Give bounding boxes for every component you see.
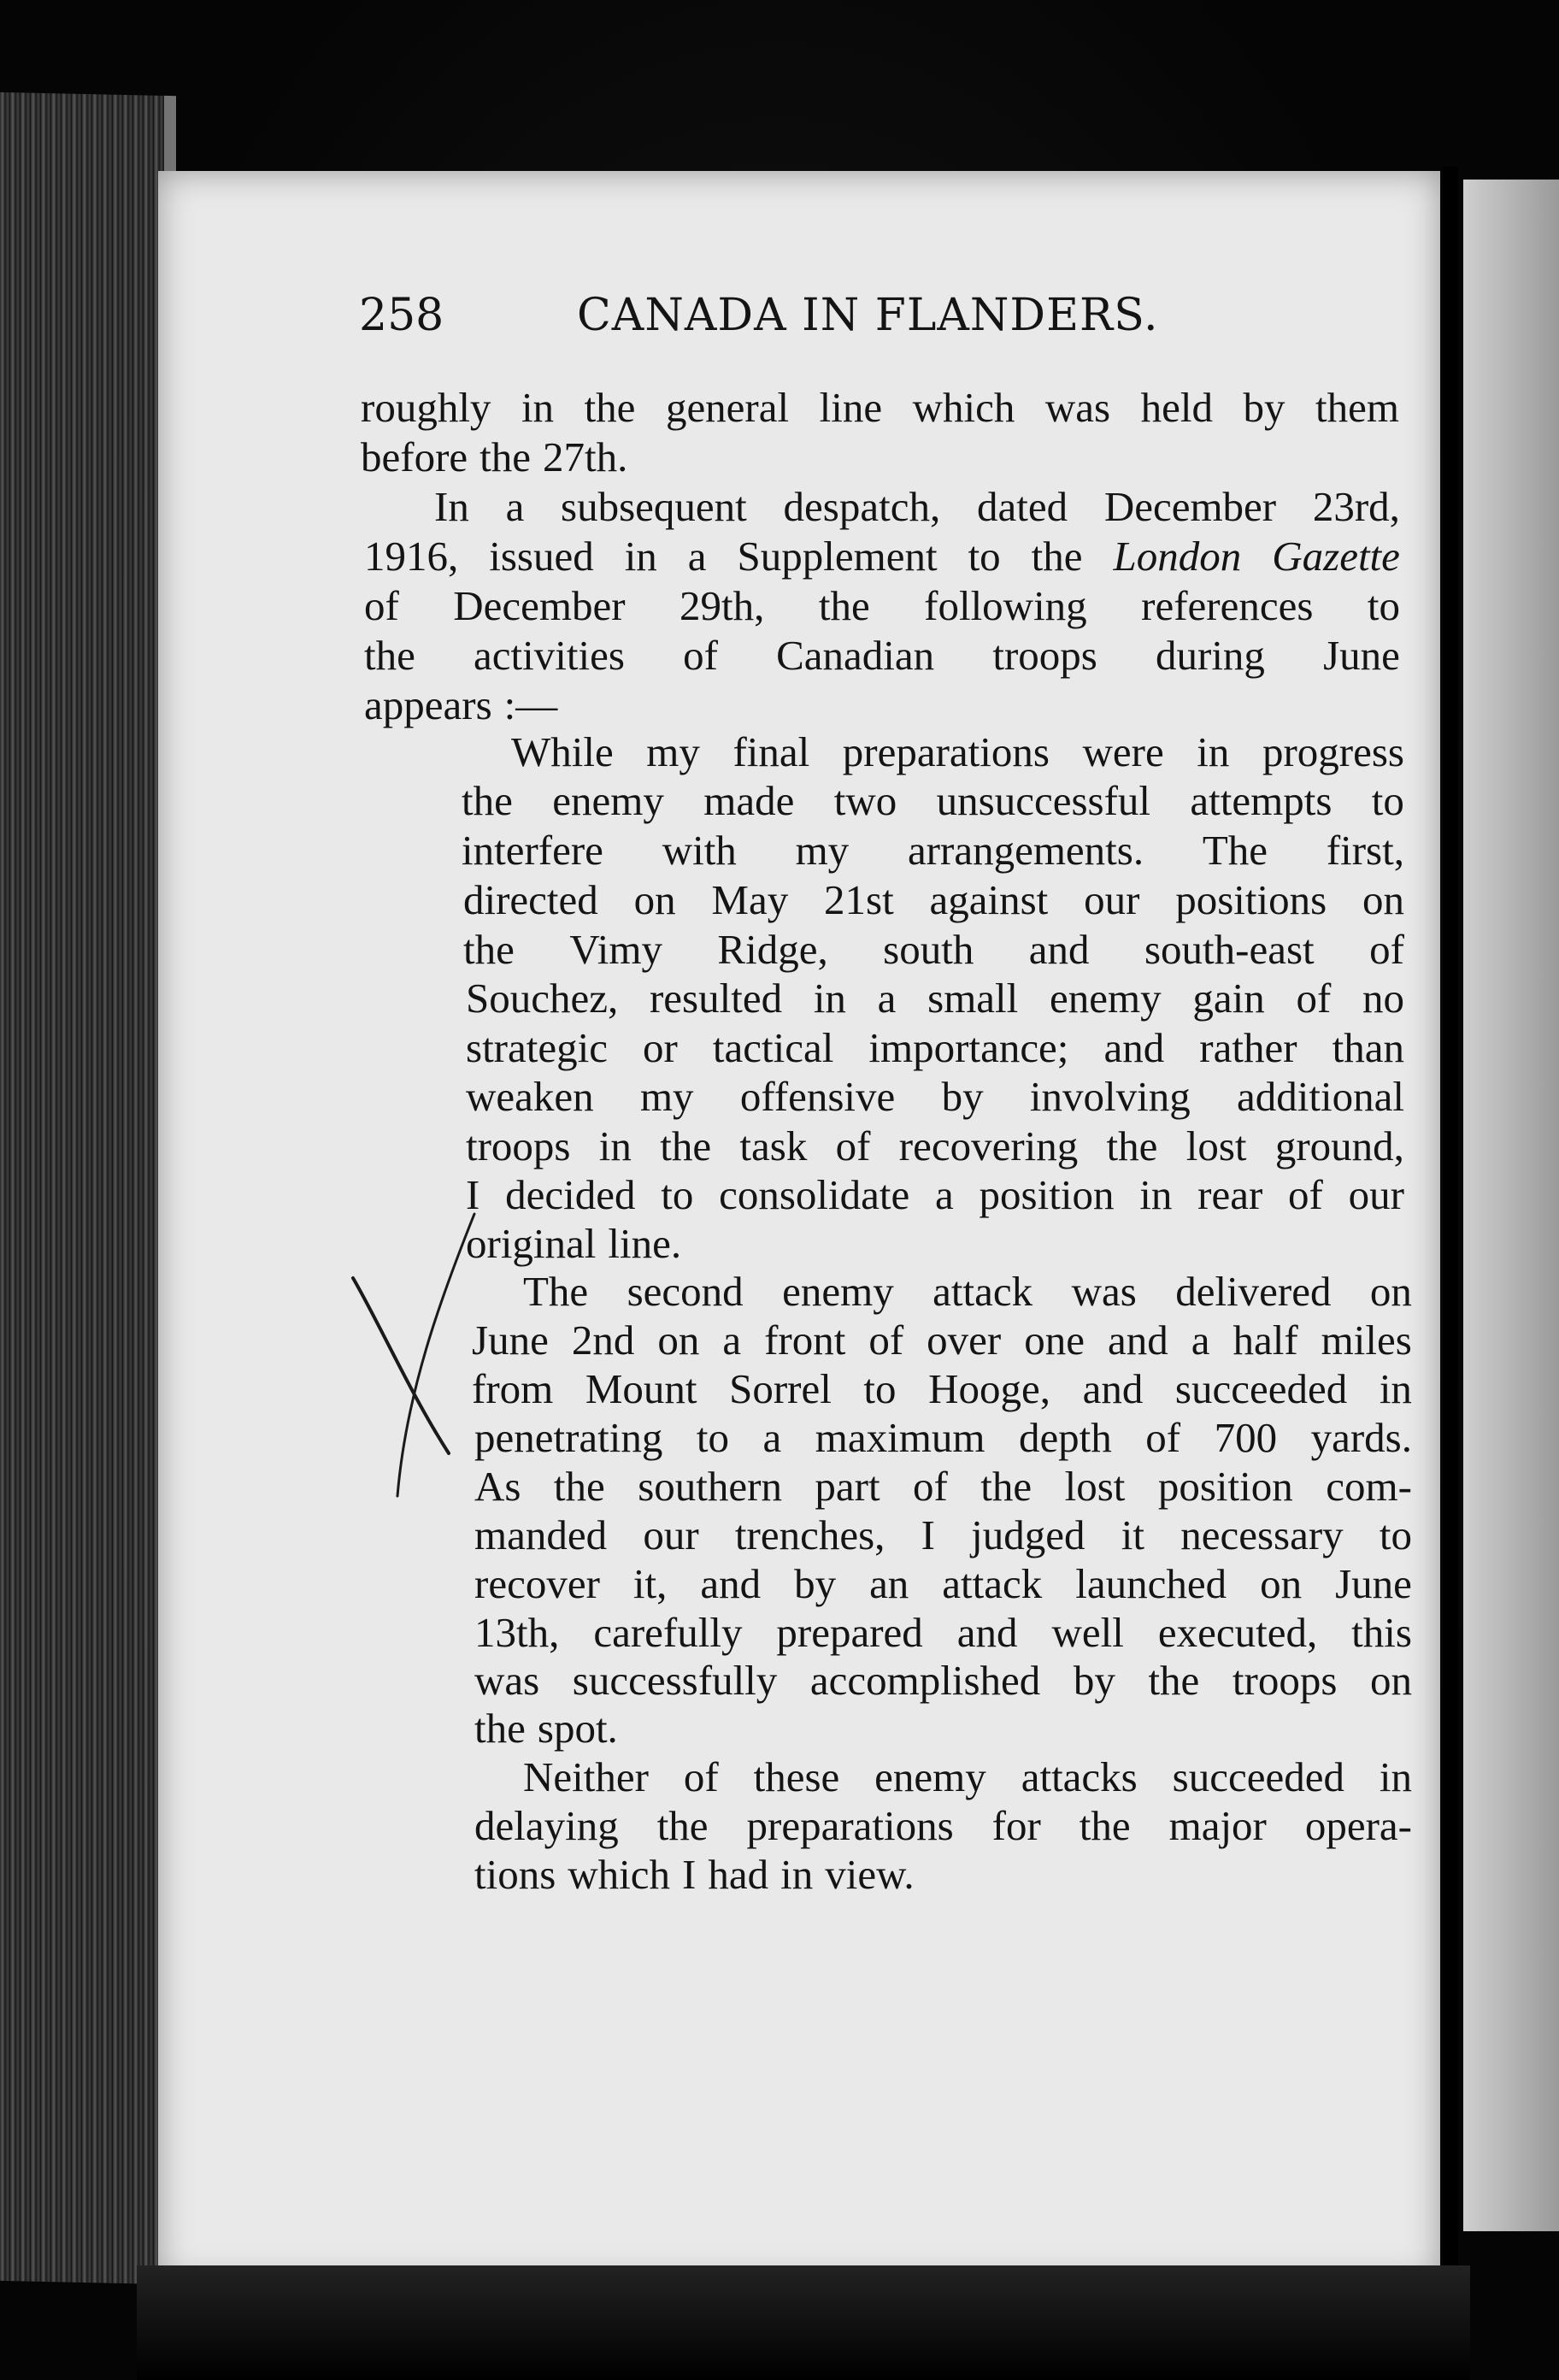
body-word: May xyxy=(711,876,789,923)
body-word: held xyxy=(1140,384,1213,431)
body-word: an xyxy=(869,1560,909,1607)
body-word: southern xyxy=(638,1463,782,1510)
body-word: general xyxy=(665,384,790,431)
body-word: our xyxy=(1348,1171,1404,1218)
body-word: activities xyxy=(474,632,625,679)
body-word: succeeded xyxy=(1174,1365,1348,1412)
body-word: in xyxy=(598,1122,632,1169)
body-word: final xyxy=(732,728,810,775)
body-word: Gazette xyxy=(1272,533,1400,580)
body-word: the xyxy=(1106,1122,1158,1169)
body-word: involving xyxy=(1029,1073,1191,1120)
body-word: maximum xyxy=(815,1414,985,1461)
body-word: unsuccessful xyxy=(936,777,1151,824)
body-word: of xyxy=(1288,1171,1323,1218)
body-word: ground, xyxy=(1274,1122,1404,1169)
body-word: first, xyxy=(1326,827,1404,874)
body-word: a xyxy=(935,1171,954,1218)
body-word: on xyxy=(633,876,676,923)
body-word: attacks xyxy=(1021,1753,1138,1800)
body-line xyxy=(474,1705,1412,1752)
body-line xyxy=(474,1560,1412,1607)
page-number: 258 xyxy=(359,290,444,341)
body-word: positions xyxy=(1175,876,1327,923)
body-word: on xyxy=(1362,876,1404,923)
body-word: the xyxy=(364,632,415,679)
body-word: launched xyxy=(1075,1560,1227,1607)
body-word: weaken xyxy=(466,1073,594,1120)
body-word: one xyxy=(1024,1317,1085,1364)
body-word: and xyxy=(956,1609,1018,1656)
body-word: were xyxy=(1082,728,1164,775)
body-word: them xyxy=(1315,384,1399,431)
gutter-line xyxy=(1443,167,1458,2287)
body-word: it xyxy=(1121,1511,1144,1558)
body-word: Mount xyxy=(585,1365,697,1412)
body-word: a xyxy=(687,533,707,580)
body-word: which xyxy=(568,1851,671,1898)
body-line xyxy=(472,1317,1412,1364)
body-word: the xyxy=(479,433,532,480)
body-word: recover xyxy=(474,1560,600,1607)
body-word: by xyxy=(941,1073,984,1120)
body-word: a xyxy=(722,1317,742,1364)
body-line xyxy=(474,1851,1412,1898)
body-word: from xyxy=(472,1365,554,1412)
body-word: to xyxy=(696,1414,730,1461)
body-word: the xyxy=(1148,1657,1200,1704)
body-line xyxy=(462,777,1404,824)
body-word: While xyxy=(511,728,614,775)
page-edges xyxy=(0,92,171,2284)
body-word: importance; xyxy=(868,1024,1069,1071)
body-line xyxy=(364,632,1400,679)
body-word: in xyxy=(1197,728,1230,775)
body-word: by xyxy=(1243,384,1285,431)
body-word: In xyxy=(434,483,469,530)
body-word: to xyxy=(1371,777,1404,824)
body-word: in xyxy=(780,1851,814,1898)
body-word: and xyxy=(700,1560,762,1607)
body-word: 2nd xyxy=(571,1317,635,1364)
body-word: miles xyxy=(1321,1317,1412,1364)
body-word: prepared xyxy=(776,1609,923,1656)
body-word: the xyxy=(463,926,515,973)
body-word: of xyxy=(683,1753,719,1800)
body-word: my xyxy=(795,827,850,874)
body-word: a xyxy=(877,975,897,1022)
body-word: manded xyxy=(474,1511,608,1558)
body-word: part xyxy=(815,1463,880,1510)
body-word: accomplished xyxy=(809,1657,1041,1704)
body-word: 13th, xyxy=(474,1609,560,1656)
body-line xyxy=(474,1414,1412,1461)
body-word: task xyxy=(739,1122,808,1169)
body-word: delivered xyxy=(1175,1268,1332,1315)
body-word: the xyxy=(980,1463,1032,1510)
body-word: of xyxy=(913,1463,948,1510)
body-word: in xyxy=(521,384,555,431)
body-word: directed xyxy=(463,876,598,923)
body-word: I xyxy=(682,1851,697,1898)
body-word: com- xyxy=(1326,1463,1412,1510)
body-word: executed, xyxy=(1157,1609,1318,1656)
body-word: of xyxy=(1296,975,1332,1022)
body-line xyxy=(474,1657,1412,1704)
body-word: preparations xyxy=(842,728,1050,775)
body-line xyxy=(434,483,1400,530)
body-word: Neither xyxy=(523,1753,649,1800)
body-word: the xyxy=(474,1705,526,1752)
body-word: trenches, xyxy=(734,1511,885,1558)
body-word: dated xyxy=(976,483,1068,530)
body-word: enemy xyxy=(1050,975,1162,1022)
body-word: successfully xyxy=(572,1657,778,1704)
body-word: roughly xyxy=(361,384,491,431)
body-word: additional xyxy=(1237,1073,1404,1120)
body-word: small xyxy=(927,975,1019,1022)
body-word: succeeded xyxy=(1172,1753,1344,1800)
body-word: and xyxy=(1082,1365,1144,1412)
body-word: for xyxy=(991,1802,1041,1849)
body-word: I xyxy=(921,1511,935,1558)
body-word: of xyxy=(1369,926,1404,973)
body-word: arrangements. xyxy=(907,827,1144,874)
pencil-check-mark xyxy=(346,1197,491,1505)
body-word: 27th. xyxy=(543,433,628,480)
body-word: following xyxy=(924,582,1087,629)
body-word: over xyxy=(927,1317,1002,1364)
body-word: of xyxy=(868,1317,904,1364)
body-word: original xyxy=(466,1220,597,1267)
body-word: Supplement xyxy=(737,533,938,580)
body-word: carefully xyxy=(593,1609,743,1656)
body-word: or xyxy=(643,1024,678,1071)
body-word: June xyxy=(1323,632,1400,679)
body-word: the xyxy=(1079,1802,1131,1849)
body-word: of xyxy=(364,582,399,629)
body-word: 29th, xyxy=(679,582,765,629)
body-word: tions xyxy=(474,1851,556,1898)
body-word: London xyxy=(1113,533,1242,580)
body-word: two xyxy=(833,777,897,824)
body-word: in xyxy=(624,533,657,580)
body-word: made xyxy=(703,777,795,824)
body-line xyxy=(466,1220,1404,1267)
body-word: against xyxy=(929,876,1049,923)
body-word: our xyxy=(1084,876,1140,923)
body-word: yards. xyxy=(1310,1414,1412,1461)
body-word: June xyxy=(472,1317,549,1364)
body-word: subsequent xyxy=(561,483,747,530)
body-word: and xyxy=(1107,1317,1168,1364)
body-word: rear xyxy=(1197,1171,1263,1218)
bottom-shadow xyxy=(137,2265,1470,2380)
body-word: on xyxy=(657,1317,700,1364)
body-word: interfere xyxy=(462,827,603,874)
body-word: decided xyxy=(505,1171,636,1218)
body-word: no xyxy=(1362,975,1404,1022)
body-word: Souchez, xyxy=(466,975,619,1022)
body-word: in xyxy=(1379,1365,1412,1412)
body-word: my xyxy=(639,1073,694,1120)
body-word: spot. xyxy=(537,1705,618,1752)
body-word: half xyxy=(1232,1317,1298,1364)
body-word: on xyxy=(1260,1560,1303,1607)
body-word: on xyxy=(1369,1268,1412,1315)
body-word: attack xyxy=(932,1268,1033,1315)
body-word: Ridge, xyxy=(717,926,828,973)
body-word: which xyxy=(912,384,1015,431)
body-word: enemy xyxy=(782,1268,894,1315)
body-word: the xyxy=(553,1463,605,1510)
body-word: during xyxy=(1156,632,1265,679)
body-word: had xyxy=(708,1851,769,1898)
facing-page xyxy=(1463,180,1559,2231)
body-line xyxy=(466,1024,1404,1071)
body-word: position xyxy=(1157,1463,1293,1510)
body-line xyxy=(466,975,1404,1022)
body-word: these xyxy=(753,1753,840,1800)
body-word: despatch, xyxy=(783,483,941,530)
body-word: to xyxy=(863,1365,897,1412)
body-word: 21st xyxy=(824,876,894,923)
body-line xyxy=(364,533,1400,580)
body-word: :— xyxy=(503,681,558,728)
body-word: south-east xyxy=(1144,926,1315,973)
body-word: of xyxy=(683,632,718,679)
body-line xyxy=(466,1122,1404,1169)
body-word: 700 xyxy=(1214,1414,1278,1461)
body-word: I xyxy=(466,1171,480,1218)
body-line xyxy=(463,926,1404,973)
body-word: in xyxy=(1379,1753,1412,1800)
body-line xyxy=(474,1802,1412,1849)
body-word: major xyxy=(1168,1802,1267,1849)
body-word: necessary xyxy=(1180,1511,1344,1558)
body-word: line xyxy=(819,384,883,431)
body-word: in xyxy=(813,975,846,1022)
body-word: December xyxy=(453,582,626,629)
body-word: the xyxy=(462,777,513,824)
body-word: the xyxy=(818,582,870,629)
body-word: rather xyxy=(1199,1024,1297,1071)
body-word: to xyxy=(1379,1511,1412,1558)
body-line xyxy=(472,1365,1412,1412)
body-word: depth xyxy=(1018,1414,1112,1461)
body-word: to xyxy=(1367,582,1400,629)
body-word: The xyxy=(1202,827,1268,874)
body-word: this xyxy=(1351,1609,1412,1656)
body-word: south xyxy=(883,926,974,973)
body-word: attempts xyxy=(1190,777,1333,824)
body-word: strategic xyxy=(466,1024,608,1071)
body-word: preparations xyxy=(746,1802,954,1849)
body-word: and xyxy=(1103,1024,1165,1071)
body-line xyxy=(463,876,1404,923)
body-line xyxy=(462,827,1404,874)
body-word: 23rd, xyxy=(1312,483,1400,530)
body-line xyxy=(523,1268,1412,1315)
body-line xyxy=(474,1463,1412,1510)
body-word: December xyxy=(1103,483,1277,530)
body-word: As xyxy=(474,1463,521,1510)
body-line xyxy=(361,433,1399,480)
body-word: Hooge, xyxy=(928,1365,1051,1412)
body-word: recovering xyxy=(898,1122,1079,1169)
body-word: with xyxy=(662,827,737,874)
body-word: The xyxy=(523,1268,589,1315)
body-line xyxy=(511,728,1404,775)
body-word: my xyxy=(646,728,700,775)
body-line xyxy=(523,1753,1412,1800)
body-word: issued xyxy=(489,533,594,580)
body-word: Sorrel xyxy=(729,1365,832,1412)
body-word: to xyxy=(968,533,1001,580)
body-word: troops xyxy=(1232,1657,1338,1704)
body-word: tactical xyxy=(712,1024,834,1071)
body-word: delaying xyxy=(474,1802,619,1849)
body-word: troops xyxy=(992,632,1097,679)
body-word: resulted xyxy=(649,975,783,1022)
body-word: second xyxy=(627,1268,744,1315)
body-word: progress xyxy=(1262,728,1404,775)
body-word: our xyxy=(643,1511,699,1558)
body-word: a xyxy=(1191,1317,1210,1364)
body-word: of xyxy=(835,1122,871,1169)
body-word: the xyxy=(1031,533,1083,580)
body-line xyxy=(364,681,1400,728)
body-word: Canadian xyxy=(776,632,935,679)
body-line xyxy=(364,582,1400,629)
body-word: the xyxy=(660,1122,712,1169)
body-word: offensive xyxy=(739,1073,896,1120)
body-word: judged xyxy=(971,1511,1085,1558)
body-word: lost xyxy=(1185,1122,1247,1169)
body-word: enemy xyxy=(552,777,664,824)
body-word: a xyxy=(505,483,525,530)
body-word: penetrating xyxy=(474,1414,663,1461)
body-word: view. xyxy=(825,1851,915,1898)
body-word: in xyxy=(1139,1171,1173,1218)
body-word: lost xyxy=(1064,1463,1126,1510)
body-line xyxy=(474,1511,1412,1558)
body-word: well xyxy=(1051,1609,1124,1656)
body-word: was xyxy=(1071,1268,1137,1315)
body-word: and xyxy=(1028,926,1090,973)
body-word: before xyxy=(361,433,468,480)
body-word: opera- xyxy=(1304,1802,1412,1849)
body-word: line. xyxy=(608,1220,682,1267)
body-word: front xyxy=(764,1317,846,1364)
body-word: troops xyxy=(466,1122,571,1169)
body-line xyxy=(466,1073,1404,1120)
body-word: appears xyxy=(364,681,492,728)
body-word: Vimy xyxy=(569,926,662,973)
body-word: gain xyxy=(1192,975,1265,1022)
body-word: position xyxy=(979,1171,1115,1218)
body-word: attack xyxy=(942,1560,1043,1607)
running-title: CANADA IN FLANDERS. xyxy=(577,290,1159,341)
body-line xyxy=(361,384,1399,431)
body-word: a xyxy=(762,1414,782,1461)
body-word: June xyxy=(1335,1560,1412,1607)
body-word: by xyxy=(1073,1657,1115,1704)
body-word: consolidate xyxy=(719,1171,910,1218)
body-word: references xyxy=(1141,582,1314,629)
body-word: was xyxy=(474,1657,540,1704)
body-word: the xyxy=(656,1802,709,1849)
body-word: it, xyxy=(632,1560,668,1607)
body-word: on xyxy=(1369,1657,1412,1704)
body-word: to xyxy=(661,1171,694,1218)
body-word: the xyxy=(584,384,636,431)
body-word: by xyxy=(794,1560,837,1607)
body-word: than xyxy=(1332,1024,1404,1071)
body-line xyxy=(474,1609,1412,1656)
body-word: enemy xyxy=(874,1753,986,1800)
body-word: was xyxy=(1044,384,1111,431)
body-word: 1916, xyxy=(364,533,459,580)
body-word: of xyxy=(1145,1414,1181,1461)
body-line xyxy=(466,1171,1404,1218)
